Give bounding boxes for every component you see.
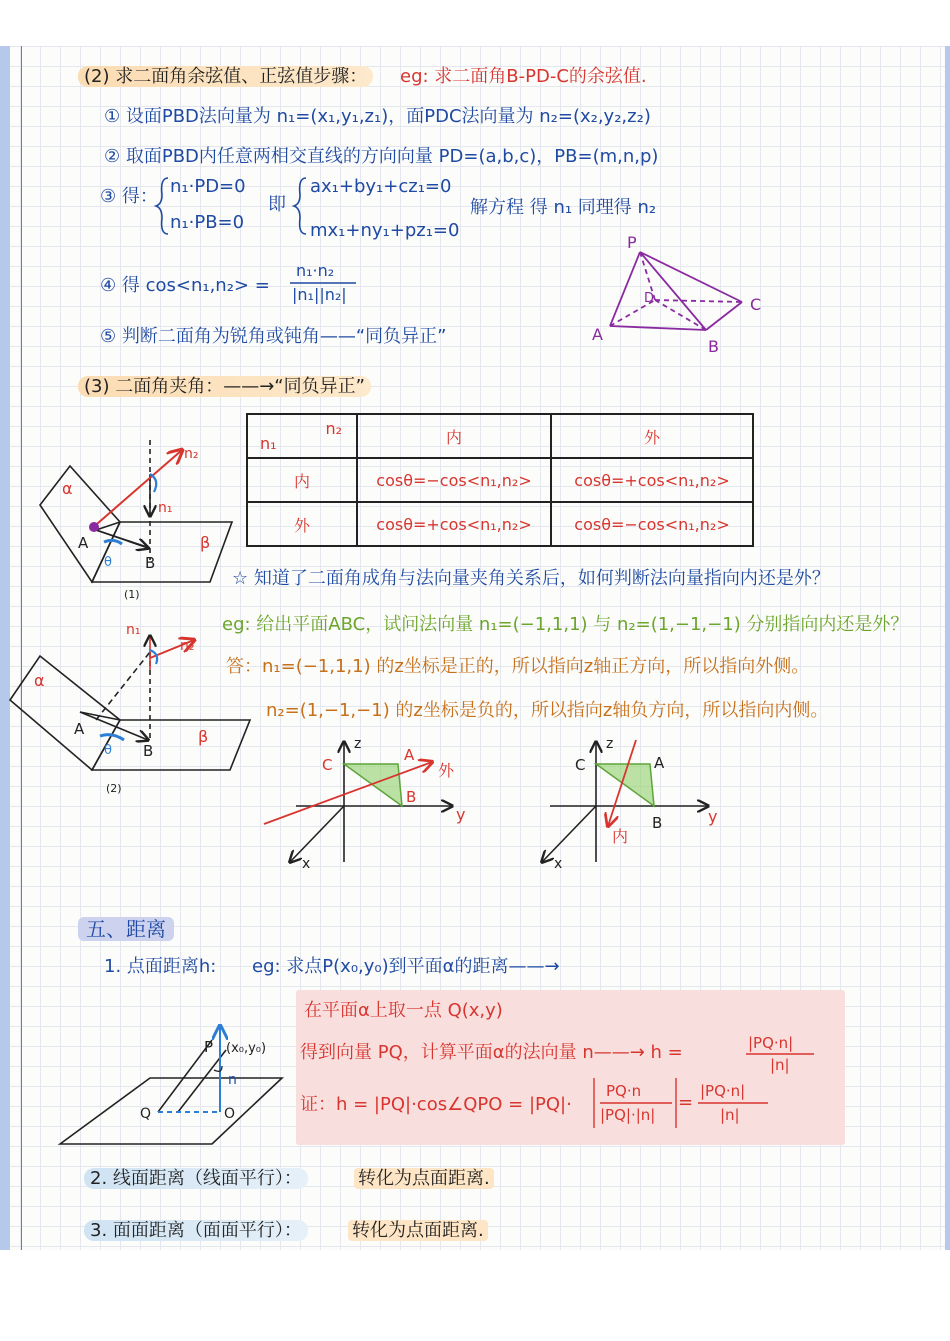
step-4-numerator: n₁·n₂ bbox=[296, 261, 335, 280]
axes1-y: y bbox=[456, 805, 466, 824]
axes2-x: x bbox=[554, 856, 563, 872]
axes1-C: C bbox=[322, 756, 333, 774]
fig2-caption: (2) bbox=[106, 782, 122, 795]
distance-2-tail: 转化为点面距离. bbox=[354, 1168, 494, 1190]
pyramid-label-B: B bbox=[708, 337, 719, 356]
f2-numerator: |PQ·n| bbox=[700, 1082, 746, 1100]
axes2-A: A bbox=[654, 754, 665, 772]
brace-right bbox=[294, 178, 306, 234]
triangle-ABC-1 bbox=[344, 764, 402, 806]
triangle-ABC-2 bbox=[596, 764, 654, 806]
pyramid-label-A: A bbox=[592, 325, 603, 344]
distance-1-example: eg: 求点P(x₀,y₀)到平面α的距离——→ bbox=[252, 956, 560, 977]
distance-2: 2. 线面距离（线面平行）： bbox=[84, 1168, 308, 1190]
axes1-x: x bbox=[302, 856, 311, 872]
corner-n1: n₁ bbox=[260, 434, 277, 453]
fig2-beta: β bbox=[198, 727, 209, 746]
dist-label-n: n bbox=[228, 1072, 237, 1088]
step-3-solve: 解方程 得 n₁ 同理得 n₂ bbox=[470, 197, 657, 218]
distance-1-title: 1. 点面距离h: bbox=[104, 956, 217, 977]
box-line-2: 得到向量 PQ，计算平面α的法向量 n——→ h = bbox=[300, 1042, 683, 1063]
section2-heading: (2) 求二面角余弦值、正弦值步骤： bbox=[78, 66, 373, 88]
corner-n2: n₂ bbox=[325, 419, 342, 438]
dihedral-figure-2 bbox=[10, 636, 250, 770]
fig1-theta: θ bbox=[104, 555, 112, 570]
brace-left bbox=[156, 178, 168, 234]
axes2-C: C bbox=[575, 756, 586, 774]
section5-heading: 五、距离 bbox=[78, 918, 174, 940]
fig2-n2: n₂ bbox=[180, 638, 195, 654]
axes1-direction: 外 bbox=[438, 761, 455, 780]
table-row-label: 外 bbox=[247, 502, 357, 546]
box-equals: = bbox=[678, 1092, 694, 1113]
step-5: ⑤ 判断二面角为锐角或钝角——“同负异正” bbox=[100, 326, 447, 347]
step-1: ① 设面PBD法向量为 n₁=(x₁,y₁,z₁)，面PDC法向量为 n₂=(x₂,y₂,z₂) bbox=[104, 106, 651, 127]
f1-numerator: PQ·n bbox=[606, 1082, 642, 1100]
axes2-B: B bbox=[652, 814, 663, 832]
axes2-z: z bbox=[606, 736, 614, 752]
fig2-n1: n₁ bbox=[126, 622, 141, 638]
fig1-beta: β bbox=[200, 533, 211, 552]
table-row-label: 内 bbox=[247, 458, 357, 502]
axes1-B: B bbox=[406, 788, 417, 806]
section3-heading: (3) 二面角夹角：——→“同负异正” bbox=[78, 376, 371, 398]
fig1-n2: n₂ bbox=[184, 446, 199, 462]
dist-label-P: P bbox=[204, 1038, 214, 1056]
axes1-z: z bbox=[354, 736, 362, 752]
table-header-out: 外 bbox=[551, 414, 753, 458]
dist-label-coord: (x₀,y₀) bbox=[226, 1041, 267, 1056]
question-text: ☆ 知道了二面角成角与法向量夹角关系后，如何判断法向量指向内还是外？ bbox=[232, 568, 830, 589]
f1-denominator: |PQ|·|n| bbox=[600, 1106, 656, 1124]
step-3-label: ③ 得： bbox=[100, 186, 158, 207]
example-text: eg: 给出平面ABC，试问法向量 n₁=(−1,1,1) 与 n₂=(1,−1,−1) 分别指向内还是外？ bbox=[222, 614, 909, 635]
table-header-in: 内 bbox=[357, 414, 551, 458]
step-3-eq3: ax₁+by₁+cz₁=0 bbox=[310, 176, 452, 197]
axes2-direction: 内 bbox=[612, 827, 629, 846]
h-numerator: |PQ·n| bbox=[748, 1034, 794, 1052]
fig1-A: A bbox=[78, 534, 89, 552]
pyramid-label-P: P bbox=[627, 233, 637, 252]
pyramid-figure bbox=[610, 252, 742, 330]
answer-line-2: n₂=(1,−1,−1) 的z坐标是负的，所以指向z轴负方向，所以指向内侧。 bbox=[266, 700, 829, 721]
step-2: ② 取面PBD内任意两相交直线的方向向量 PD=(a,b,c)，PB=(m,n,p) bbox=[104, 146, 659, 167]
step-3-eq2: n₁·PB=0 bbox=[170, 212, 245, 233]
step-4-denominator: |n₁||n₂| bbox=[292, 285, 347, 304]
dist-label-O: O bbox=[224, 1106, 236, 1122]
step-3-eq4: mx₁+ny₁+pz₁=0 bbox=[310, 220, 460, 241]
dihedral-figure-1 bbox=[40, 440, 232, 582]
box-line-3: 证：h = |PQ|·cos∠QPO = |PQ|· bbox=[300, 1094, 572, 1115]
f2-denominator: |n| bbox=[720, 1106, 740, 1124]
table-cell: cosθ=−cos<n₁,n₂> bbox=[357, 458, 551, 502]
distance-3-tail: 转化为点面距离. bbox=[348, 1220, 488, 1242]
fig1-caption: (1) bbox=[124, 588, 140, 601]
step-3-ji: 即 bbox=[268, 194, 286, 215]
table-cell: cosθ=−cos<n₁,n₂> bbox=[551, 502, 753, 546]
section2-example: eg: 求二面角B-PD-C的余弦值. bbox=[400, 66, 647, 87]
axes2-y: y bbox=[708, 807, 718, 826]
answer-line-1: 答：n₁=(−1,1,1) 的z坐标是正的，所以指向z轴正方向，所以指向外侧。 bbox=[226, 656, 810, 677]
distance-3: 3. 面面距离（面面平行）： bbox=[84, 1220, 308, 1242]
table-cell: cosθ=+cos<n₁,n₂> bbox=[551, 458, 753, 502]
fig1-n2-arrow bbox=[90, 450, 182, 530]
dist-label-Q: Q bbox=[140, 1106, 152, 1122]
fig1-B: B bbox=[145, 554, 156, 572]
fig2-alpha: α bbox=[34, 671, 45, 690]
fig2-B: B bbox=[143, 742, 154, 760]
fig1-alpha: α bbox=[62, 479, 73, 498]
box-line-1: 在平面α上取一点 Q(x,y) bbox=[304, 1000, 503, 1021]
h-denominator: |n| bbox=[770, 1056, 790, 1074]
step-4-label: ④ 得 cos<n₁,n₂> = bbox=[100, 275, 270, 296]
axes1-A: A bbox=[404, 746, 415, 764]
axes-figure-1 bbox=[290, 742, 452, 862]
fig1-n1: n₁ bbox=[158, 500, 173, 516]
pyramid-label-D: D bbox=[644, 291, 655, 306]
table-cell: cosθ=+cos<n₁,n₂> bbox=[357, 502, 551, 546]
fig2-theta: θ bbox=[104, 743, 112, 758]
step-3-eq1: n₁·PD=0 bbox=[170, 176, 246, 197]
pyramid-label-C: C bbox=[750, 295, 762, 314]
fig2-A: A bbox=[74, 720, 85, 738]
